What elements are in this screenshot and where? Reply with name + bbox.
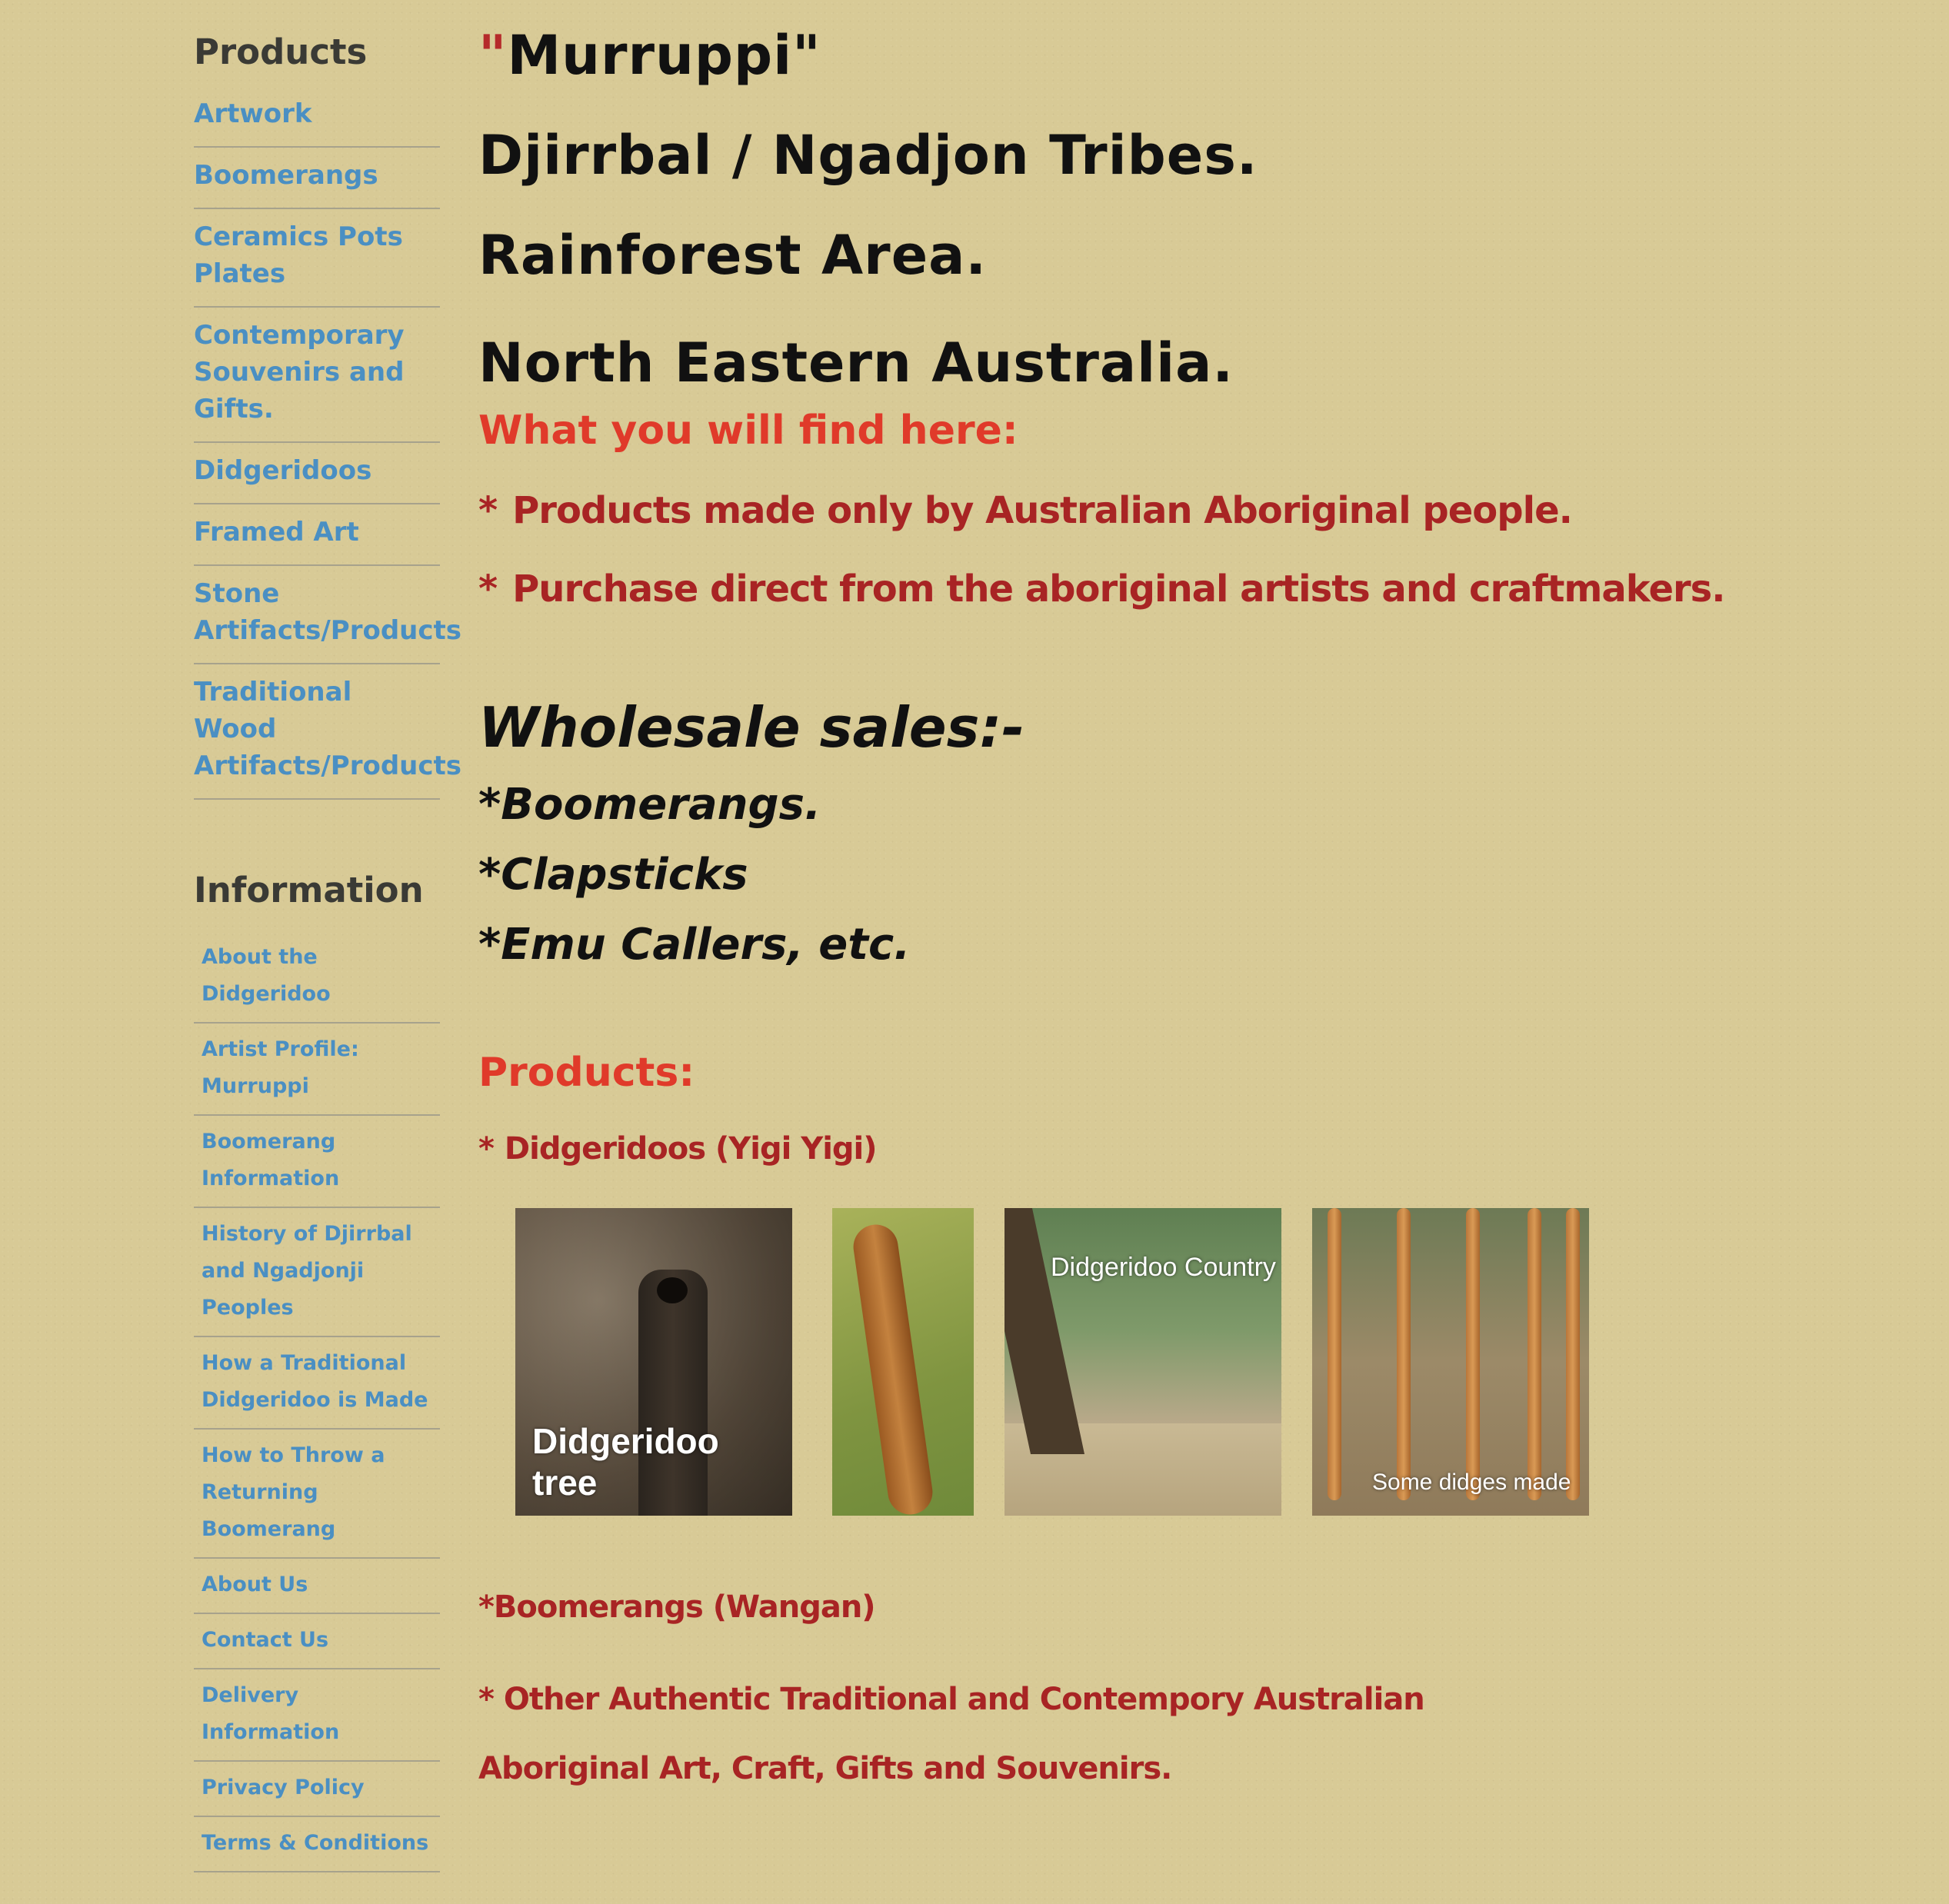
bullet-star: * [478, 489, 498, 532]
photo-didges-made[interactable] [1312, 1208, 1589, 1516]
nav-link-didgeridoos[interactable]: Didgeridoos [194, 455, 372, 487]
page-title [478, 23, 1863, 88]
nav-link-artwork[interactable]: Artwork [194, 98, 312, 130]
boomerangs-item-text: Boomerangs (Wangan) [493, 1589, 875, 1625]
stick-graphic [1328, 1208, 1341, 1500]
photo-didgeridoo-tree[interactable] [515, 1208, 792, 1516]
title-area: Rainforest Area. [478, 224, 988, 287]
nav-link-traditional-wood[interactable]: Traditional Wood Artifacts/Products [194, 677, 462, 782]
bullet-star: * [478, 1589, 494, 1625]
photo-didgeridoo-country[interactable] [1004, 1208, 1281, 1516]
products-nav-item [194, 95, 440, 148]
products-nav-item [194, 209, 440, 308]
nav-link-history[interactable]: History of Djirrbal and Ngadjonji Peoples [202, 1221, 412, 1320]
main-content [478, 23, 1863, 1803]
title-tribes: Djirrbal / Ngadjon Tribes. [478, 124, 1258, 187]
products-nav-item [194, 566, 462, 664]
information-nav-item [194, 1116, 440, 1208]
nav-link-contact-us[interactable]: Contact Us [202, 1627, 329, 1652]
wholesale-title: Wholesale sales:- [478, 695, 1025, 760]
find-heading: What you will find here: [478, 408, 1018, 454]
find-item-text: Products made only by Australian Aboriginal people. [512, 489, 1572, 532]
information-heading: Information [194, 870, 424, 911]
nav-link-framed-art[interactable]: Framed Art [194, 517, 359, 548]
nav-link-about-us[interactable]: About Us [202, 1572, 308, 1596]
nav-link-throw-boomerang[interactable]: How to Throw a Returning Boomerang [202, 1443, 385, 1541]
products-heading: Products [194, 32, 368, 72]
nav-link-about-didgeridoo[interactable]: About the Didgeridoo [202, 944, 331, 1006]
products-nav-item [194, 443, 440, 504]
title-region: North Eastern Australia. [478, 331, 1234, 394]
products-nav-item [194, 664, 462, 800]
information-nav-item [194, 1762, 440, 1817]
information-nav-item [194, 1208, 440, 1337]
didgeridoos-item [478, 1131, 1863, 1167]
nav-link-contemporary-souvenirs[interactable]: Contemporary Souvenirs and Gifts. [194, 320, 405, 425]
information-nav-item [194, 1614, 440, 1669]
information-nav-item [194, 1559, 440, 1614]
nav-link-stone-artifacts[interactable]: Stone Artifacts/Products [194, 578, 462, 647]
products-nav-item [194, 504, 440, 566]
find-item-text: Purchase direct from the aboriginal artists and craftmakers. [512, 568, 1725, 611]
photo-gallery [478, 1208, 1863, 1516]
products-nav [194, 95, 462, 800]
wholesale-item: *Clapsticks [478, 850, 748, 900]
photo-caption: Some didges made [1372, 1470, 1571, 1495]
other-products-item: * Other Authentic Traditional and Contempory Australian Aboriginal Art, Craft, Gifts and Souvenirs. [478, 1682, 1424, 1786]
nav-link-ceramics[interactable]: Ceramics Pots Plates [194, 221, 403, 290]
products-nav-item [194, 308, 440, 443]
bullet-star: * [478, 1131, 494, 1167]
nav-link-how-didgeridoo-made[interactable]: How a Traditional Didgeridoo is Made [202, 1350, 428, 1412]
title-name: Murruppi" [507, 24, 821, 87]
wholesale-item: *Emu Callers, etc. [478, 920, 911, 970]
nav-link-boomerang-information[interactable]: Boomerang Information [202, 1129, 340, 1190]
stick-graphic [1528, 1208, 1541, 1500]
bullet-star: * [478, 568, 498, 611]
find-item [478, 489, 1863, 532]
boomerangs-item [478, 1589, 1863, 1625]
nav-link-terms-conditions[interactable]: Terms & Conditions [202, 1830, 429, 1855]
information-nav-item [194, 1024, 440, 1116]
stick-graphic [1466, 1208, 1480, 1500]
information-nav-item [194, 1337, 440, 1430]
sidebar [194, 31, 462, 1872]
nav-link-boomerangs[interactable]: Boomerangs [194, 160, 378, 191]
didgeridoos-item-text: Didgeridoos (Yigi Yigi) [504, 1131, 877, 1167]
find-item [478, 568, 1863, 611]
nav-link-artist-profile[interactable]: Artist Profile: Murruppi [202, 1037, 359, 1098]
stick-graphic [1397, 1208, 1411, 1500]
wholesale-item: *Boomerangs. [478, 780, 821, 830]
information-nav-item [194, 1430, 440, 1559]
information-nav-item [194, 939, 440, 1024]
didgeridoo-graphic [851, 1222, 935, 1516]
information-nav-item [194, 1817, 440, 1872]
photo-caption: Didgeridoo Country [1051, 1253, 1276, 1282]
information-nav [194, 939, 440, 1872]
information-nav-item [194, 1669, 440, 1762]
nav-link-privacy-policy[interactable]: Privacy Policy [202, 1775, 365, 1799]
title-quote-mark: " [478, 24, 508, 87]
stick-graphic [1566, 1208, 1580, 1500]
nav-link-delivery-information[interactable]: Delivery Information [202, 1683, 340, 1744]
photo-caption: Didgeridoo tree [532, 1421, 719, 1503]
tree-graphic [1004, 1208, 1084, 1454]
products-section-heading: Products: [478, 1050, 695, 1096]
products-nav-item [194, 148, 440, 209]
photo-didgeridoo[interactable] [832, 1208, 974, 1516]
